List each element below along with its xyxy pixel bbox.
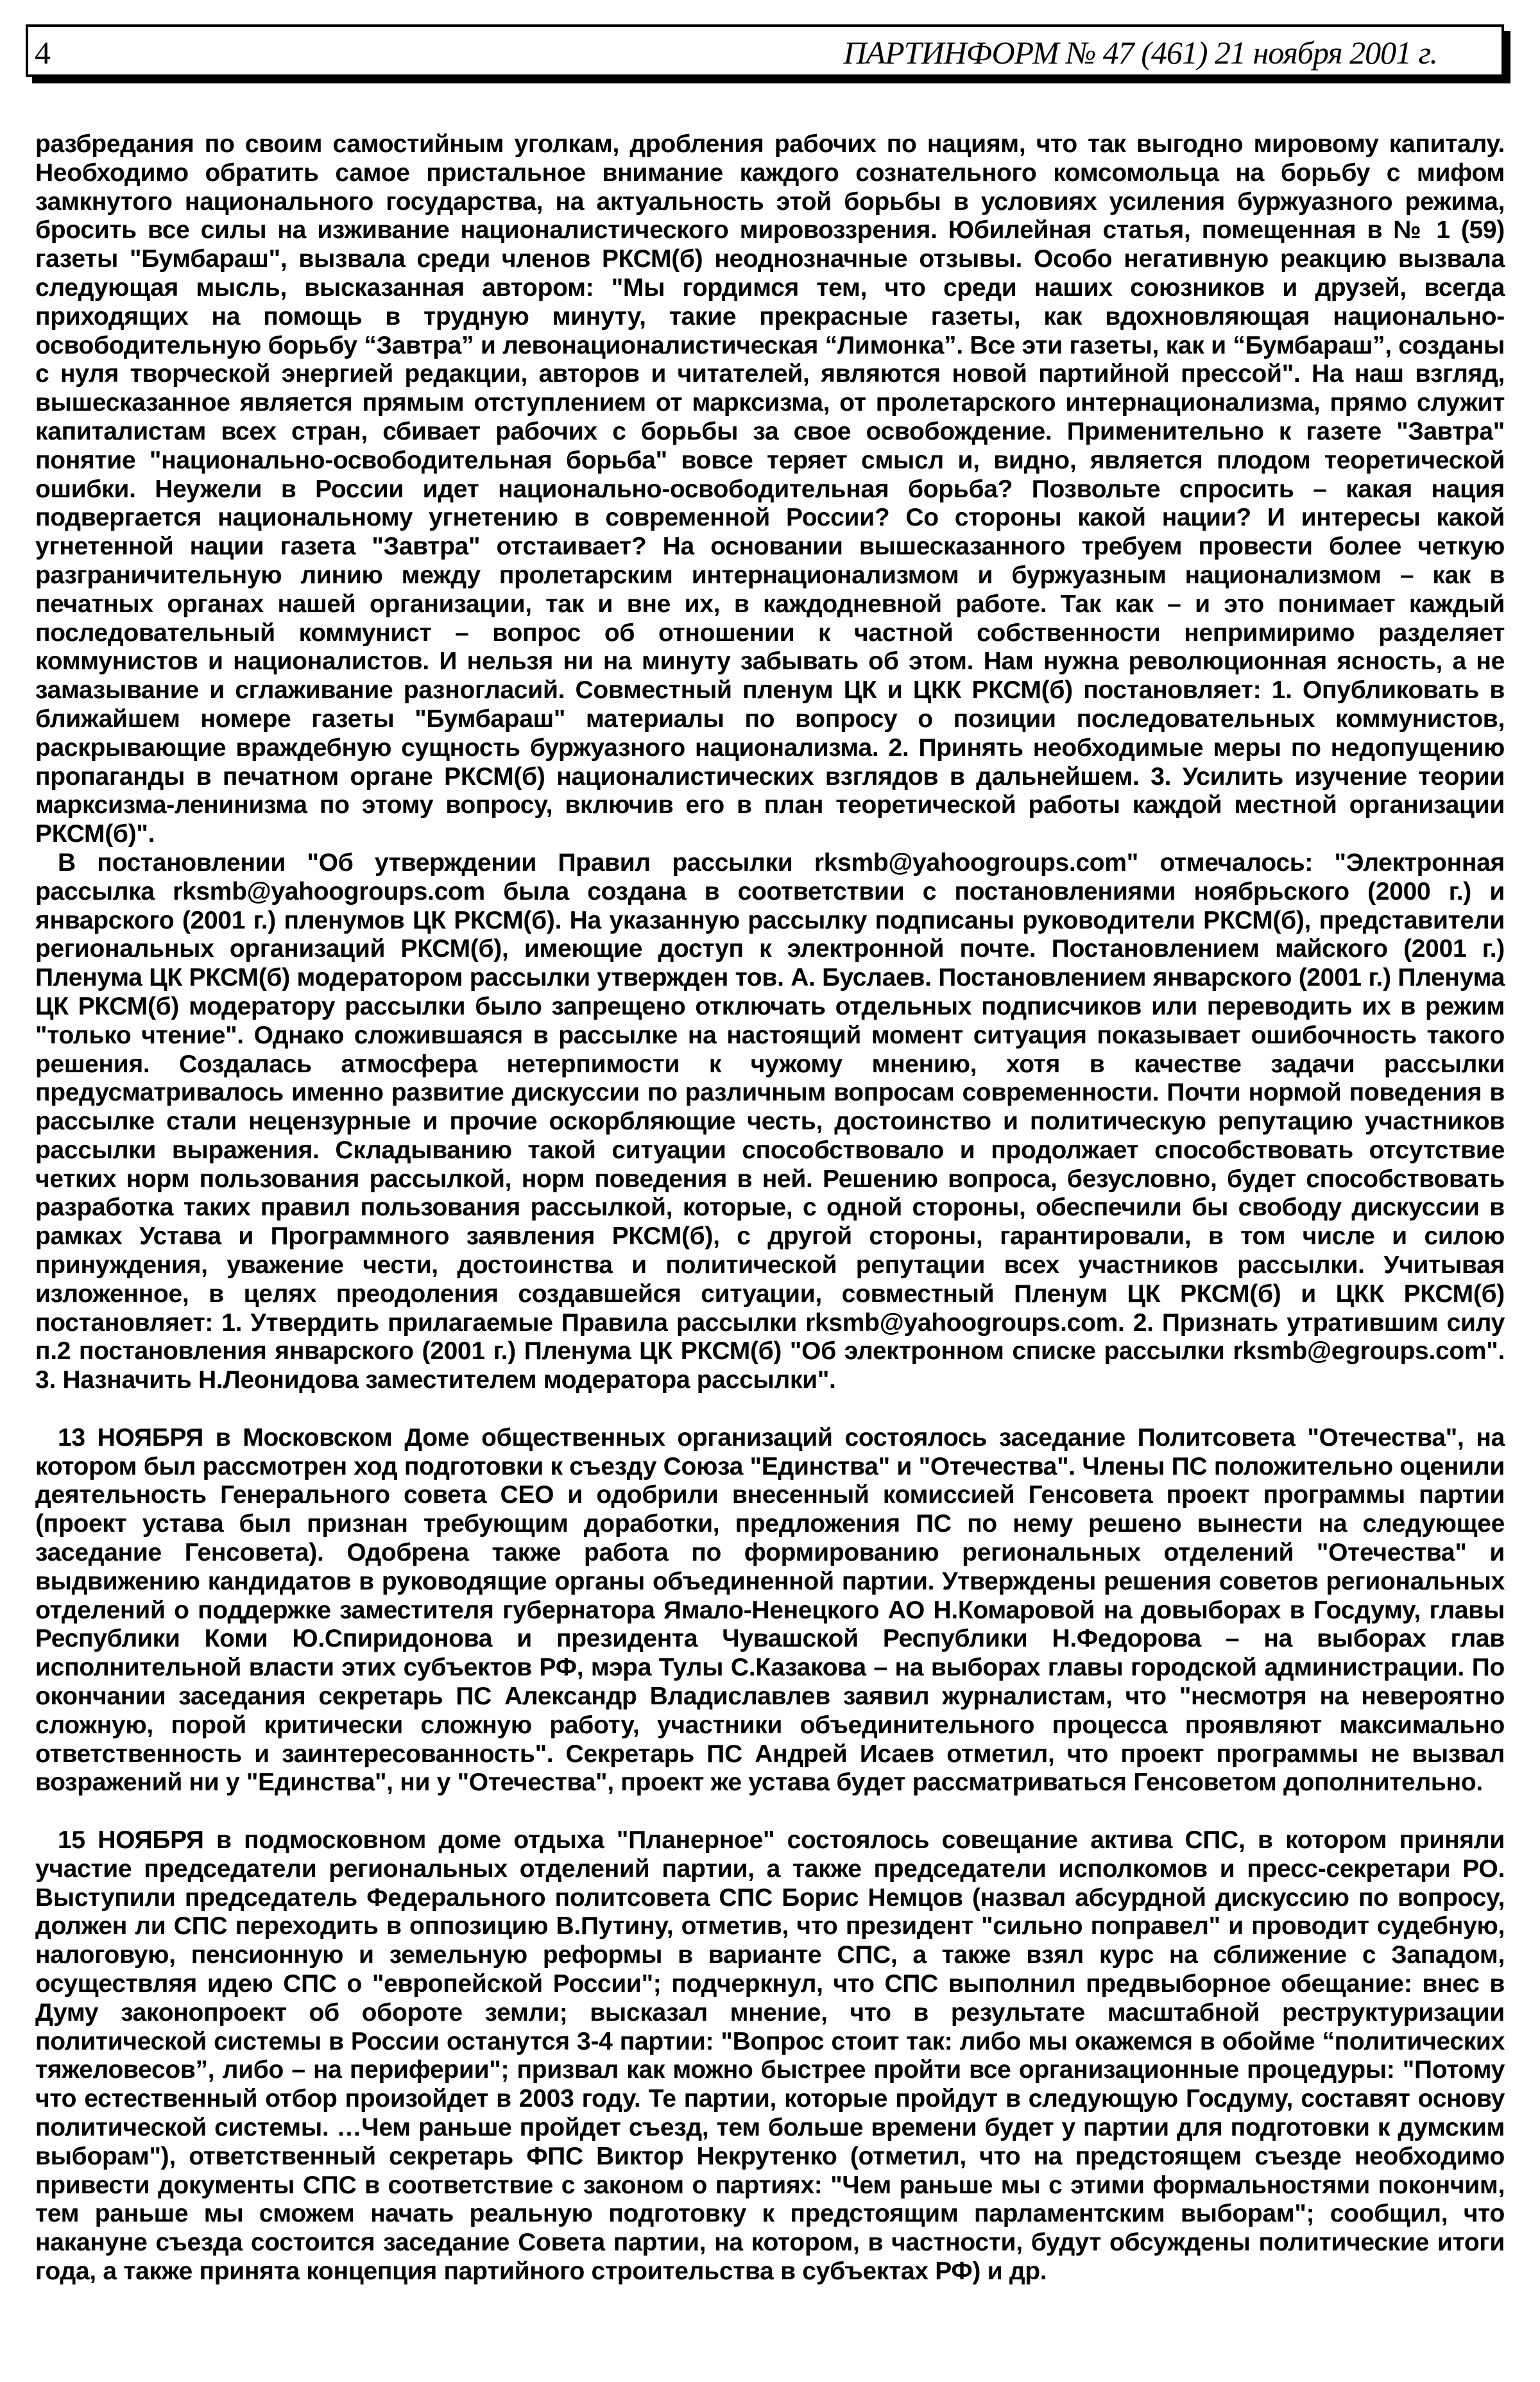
page-header [26, 24, 1504, 77]
article-body [35, 130, 1505, 2286]
masthead-title: ПАРТИНФОРМ № 47 (461) 21 ноября 2001 г. [843, 35, 1437, 71]
paragraph-15-november: 15 НОЯБРЯ в подмосковном доме отдыха "Планерное" состоялось совещание актива СПС, в котором приняли участие председатели региональных отделений партии, а также председатели исполкомов и пресс-секретари РО. Выступили председатель Федерального политсовета СПС Борис Немцов (назвал абсурдной дискуссию по вопросу, должен ли СПС переходить в оппозицию В.Путину, отметив, что президент "сильно поправел" и проводит судебную, налоговую, пенсионную и земельную реформы в варианте СПС, а также взял курс на сближение с Западом, осуществляя идею СПС о "европейской России"; подчеркнул, что СПС выполнил предвыборное обещание: внес в Думу законопроект об обороте земли; высказал мнение, что в результате масштабной реструктуризации политической системы в России останутся 3-4 партии: "Вопрос стоит так: либо мы окажемся в обойме “политических тяжеловесов”, либо – на периферии"; призвал как можно быстрее пройти все организационные процедуры: "Потому что естественный отбор произойдет в 2003 году. Те партии, которые пройдут в следующую Госдуму, составят основу политической системы. …Чем раньше пройдет съезд, тем больше времени будет у партии для подготовки к думским выборам"), ответственный секретарь ФПС Виктор Некрутенко (отметил, что на предстоящем съезде необходимо привести документы СПС в соответствие с законом о партиях: "Чем раньше мы с этими формальностями покончим, тем раньше мы сможем начать реальную подготовку к предстоящим парламентским выборам"; сообщил, что накануне съезда состоится заседание Совета партии, на котором, в частности, будут обсуждены политические итоги года, а также принята концепция партийного строительства в субъектах РФ) и др. [35, 1826, 1505, 2285]
page-number: 4 [35, 35, 51, 71]
paragraph-mailing-list-rules: В постановлении "Об утверждении Правил рассылки rksmb@yahoogroups.com" отмечалось: "Электронная рассылка rksmb@yahoogroups.com была создана в соответствии с постановлениями ноябрьского (2000 г.) и январского (2001 г.) пленумов ЦК РКСМ(б). На указанную рассылку подписаны руководители РКСМ(б), представители региональных организаций РКСМ(б), имеющие доступ к электронной почте. Постановлением майского (2001 г.) Пленума ЦК РКСМ(б) модератором рассылки утвержден тов. А. Буслаев. Постановлением январского (2001 г.) Пленума ЦК РКСМ(б) модератору рассылки было запрещено отключать отдельных подписчиков или переводить их в режим "только чтение". Однако сложившаяся в рассылке на настоящий момент ситуация показывает ошибочность такого решения. Создалась атмосфера нетерпимости к чужому мнению, хотя в качестве задачи рассылки предусматривалось именно развитие дискуссии по различным вопросам современности. Почти нормой поведения в рассылке стали нецензурные и прочие оскорбляющие честь, достоинство и политическую репутацию участников рассылки выражения. Складыванию такой ситуации способствовало и продолжает способствовать отсутствие четких норм пользования рассылкой, норм поведения в ней. Решению вопроса, безусловно, будет способствовать разработка таких правил пользования рассылкой, которые, с одной стороны, обеспечили бы свободу дискуссии в рамках Устава и Программного заявления РКСМ(б), с другой стороны, гарантировали, в том числе и силою принуждения, уважение чести, достоинства и политической репутации всех участников рассылки. Учитывая изложенное, в целях преодоления создавшейся ситуации, совместный Пленум ЦК РКСМ(б) и ЦКК РКСМ(б) постановляет: 1. Утвердить прилагаемые Правила рассылки rksmb@yahoogroups.com. 2. Признать утратившим силу п.2 постановления январского (2001 г.) Пленума ЦК РКСМ(б) "Об электронном списке рассылки rksmb@egroups.com". 3. Назначить Н.Леонидова заместителем модератора рассылки". [35, 848, 1505, 1394]
paragraph-13-november: 13 НОЯБРЯ в Московском Доме общественных организаций состоялось заседание Политсовета "Отечества", на котором был рассмотрен ход подготовки к съезду Союза "Единства" и "Отечества". Члены ПС положительно оценили деятельность Генерального совета СЕО и одобрили внесенный комиссией Генсовета проект программы партии (проект устава был признан требующим доработки, предложения ПС по нему решено вынести на следующее заседание Генсовета). Одобрена также работа по формированию региональных отделений "Отечества" и выдвижению кандидатов в руководящие органы объединенной партии. Утверждены решения советов региональных отделений о поддержке заместителя губернатора Ямало-Ненецкого АО Н.Комаровой на довыборах в Госдуму, главы Республики Коми Ю.Спиридонова и президента Чувашской Республики Н.Федорова – на выборах глав исполнительной власти этих субъектов РФ, мэра Тулы С.Казакова – на выборах главы городской администрации. По окончании заседания секретарь ПС Александр Владиславлев заявил журналистам, что "несмотря на невероятно сложную, порой критически сложную работу, участники объединительного процесса проявляют максимально ответственность и заинтересованность". Секретарь ПС Андрей Исаев отметил, что проект программы не вызвал возражений ни у "Единства", ни у "Отечества", проект же устава будет рассматриваться Генсоветом дополнительно. [35, 1423, 1505, 1797]
paragraph-rksmb-nationalism: разбредания по своим самостийным уголкам, дробления рабочих по нациям, что так выгодно мировому капиталу. Необходимо обратить самое пристальное внимание каждого сознательного комсомольца на борьбу с мифом замкнутого национального государства, на актуальность этой борьбы в условиях усиления буржуазного режима, бросить все силы на изживание националистического мировоззрения. Юбилейная статья, помещенная в № 1 (59) газеты "Бумбараш", вызвала среди членов РКСМ(б) неоднозначные отзывы. Особо негативную реакцию вызвала следующая мысль, высказанная автором: "Мы гордимся тем, что среди наших союзников и друзей, всегда приходящих на помощь в трудную минуту, такие прекрасные газеты, как вдохновляющая национально-освободительную борьбу “Завтра” и левонационалистическая “Лимонка”. Все эти газеты, как и “Бумбараш”, созданы с нуля творческой энергией редакции, авторов и читателей, являются новой партийной прессой". На наш взгляд, вышесказанное является прямым отступлением от марксизма, от пролетарского интернационализма, прямо служит капиталистам всех стран, сбивает рабочих с борьбы за свое освобождение. Применительно к газете "Завтра" понятие "национально-освободительная борьба" вовсе теряет смысл и, видно, является плодом теоретической ошибки. Неужели в России идет национально-освободительная борьба? Позвольте спросить – какая нация подвергается национальному угнетению в современной России? Со стороны какой нации? И интересы какой угнетенной нации газета "Завтра" отстаивает? На основании вышесказанного требуем провести более четкую разграничительную линию между пролетарским интернационализмом и буржуазным национализмом – как в печатных органах нашей организации, так и вне их, в каждодневной работе. Так как – и это понимает каждый последовательный коммунист – вопрос об отношении к частной собственности непримиримо разделяет коммунистов и националистов. И нельзя ни на минуту забывать об этом. Нам нужна революционная ясность, а не замазывание и сглаживание разногласий. Совместный пленум ЦК и ЦКК РКСМ(б) постановляет: 1. Опубликовать в ближайшем номере газеты "Бумбараш" материалы по вопросу о позиции последовательных коммунистов, раскрывающие враждебную сущность буржуазного национализма. 2. Принять необходимые меры по недопущению пропаганды в печатном органе РКСМ(б) националистических взглядов в дальнейшем. 3. Усилить изучение теории марксизма-ленинизма по этому вопросу, включив его в план теоретической работы каждой местной организации РКСМ(б)". [35, 130, 1505, 848]
